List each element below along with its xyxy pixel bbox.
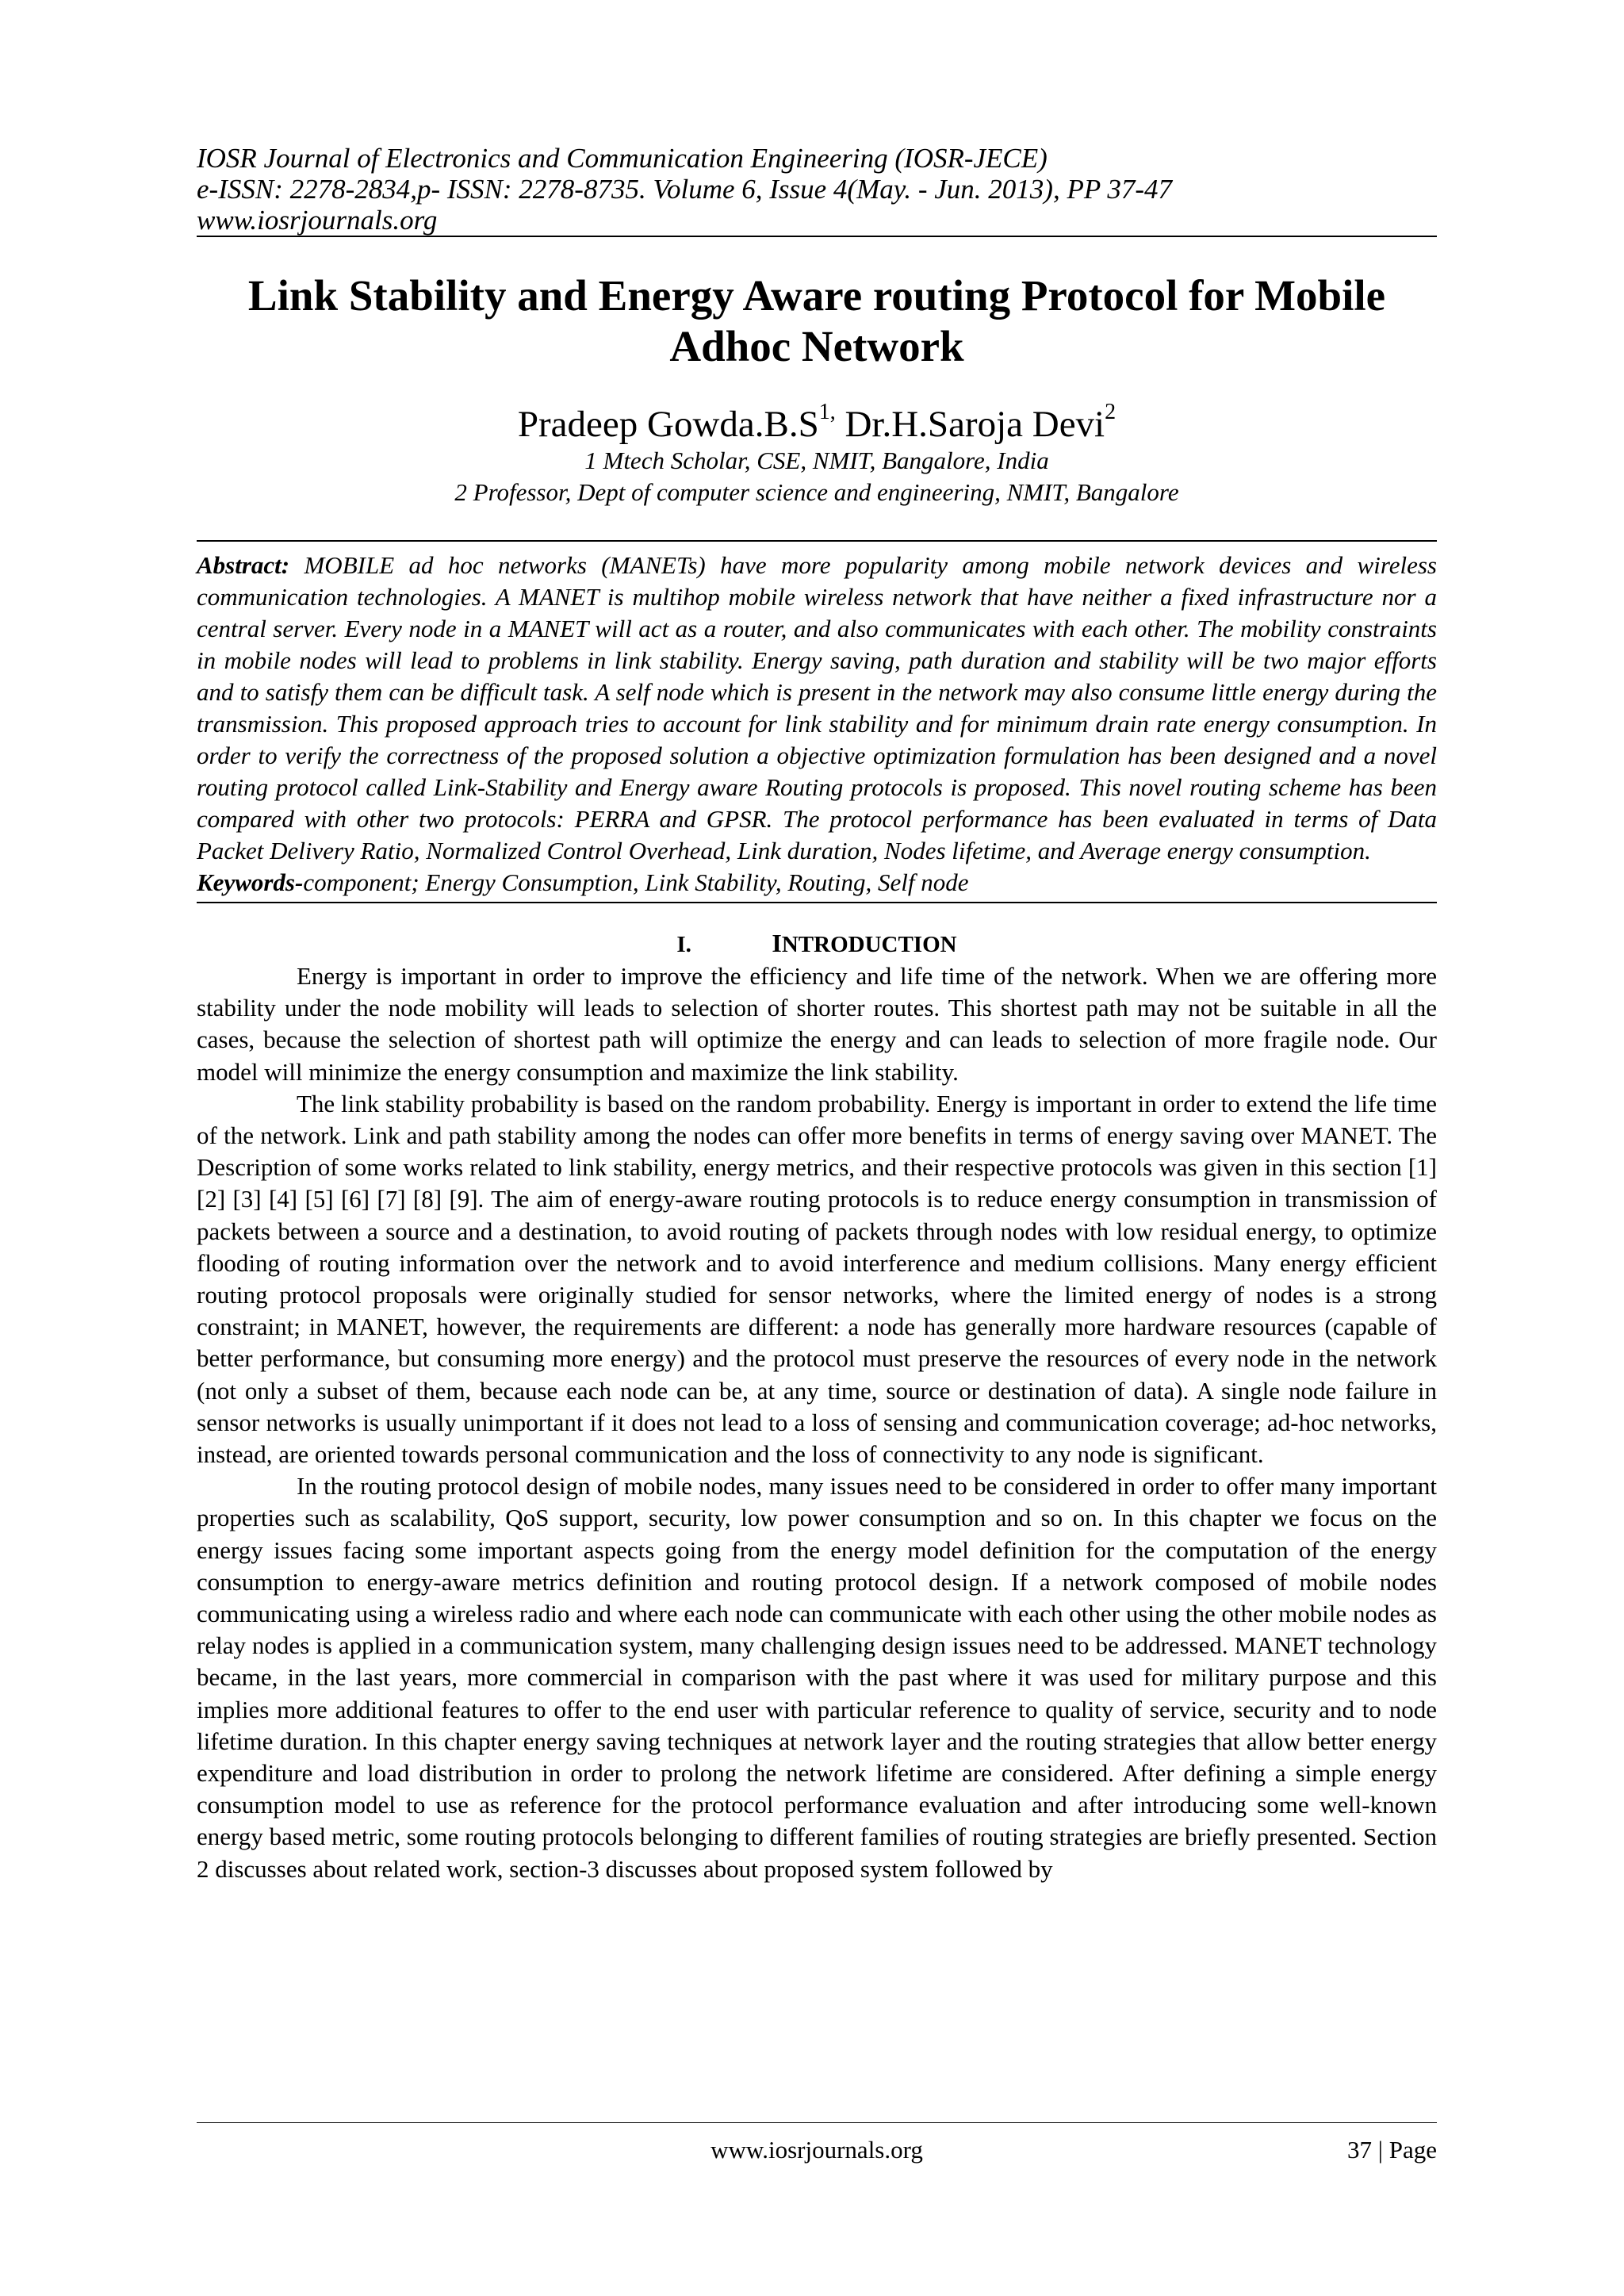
footer-rule (197, 2122, 1437, 2123)
author-1: Pradeep Gowda.B.S (517, 404, 819, 445)
section-title-initial: I (772, 929, 782, 957)
keywords-label: Keywords- (197, 868, 304, 896)
footer-page-number: 37 | Page (1347, 2136, 1437, 2164)
intro-paragraph-1: Energy is important in order to improve the efficiency and life time of the network. When we are offering more stability under the node mobility will leads to selection of shorter routes. This shortest path may not be suitable in all the cases, because the selection of shortest path will optimize the energy and can leads to selection of more fragile node. Our model will minimize the energy consumption and maximize the link stability. (197, 962, 1437, 1086)
page-footer (197, 2122, 1437, 2166)
section-heading-introduction (197, 927, 1437, 960)
abstract-text: MOBILE ad hoc networks (MANETs) have more popularity among mobile network devices and wireless communication technologies. A MANET is multihop mobile wireless network that have neither a fixed infrastructure nor a central server. Every node in a MANET will act as a router, and also communicates with each other. The mobility constraints in mobile nodes will lead to problems in link stability. Energy saving, path duration and stability will be two major efforts and to satisfy them can be difficult task. A self node which is present in the network may also consume little energy during the transmission. This proposed approach tries to account for link stability and for minimum drain rate energy consumption. In order to verify the correctness of the proposed solution a objective optimization formulation has been designed and a novel routing protocol called Link-Stability and Energy aware Routing protocols is proposed. This novel routing scheme has been compared with other two protocols: PERRA and GPSR. The protocol performance has been evaluated in terms of Data Packet Delivery Ratio, Normalized Control Overhead, Link duration, Nodes lifetime, and Average energy consumption. (197, 551, 1437, 864)
section-number: I. (676, 932, 691, 957)
section-title-rest: NTRODUCTION (781, 932, 957, 957)
author-2-mark: 2 (1105, 400, 1116, 424)
abstract-bottom-rule (197, 902, 1437, 903)
journal-header (197, 143, 1437, 236)
author-1-mark: 1, (818, 400, 836, 424)
author-2: Dr.H.Saroja Devi (845, 404, 1105, 445)
affiliation-1: 1 Mtech Scholar, CSE, NMIT, Bangalore, India (584, 447, 1049, 474)
journal-website: www.iosrjournals.org (197, 205, 438, 236)
keywords (197, 867, 1437, 902)
journal-name: IOSR Journal of Electronics and Communication Engineering (IOSR-JECE) (197, 143, 1048, 174)
abstract-label: Abstract: (197, 551, 290, 579)
keywords-text: component; Energy Consumption, Link Stability, Routing, Self node (303, 868, 969, 896)
journal-issn: e-ISSN: 2278-2834,p- ISSN: 2278-8735. Volume 6, Issue 4(May. - Jun. 2013), PP 37-47 (197, 174, 1172, 205)
header-rule (197, 236, 1437, 237)
intro-paragraph-2: The link stability probability is based on the random probability. Energy is important in order to extend the life time of the network. Link and path stability among the nodes can offer more benefits in terms of energy saving over MANET. The Description of some works related to link stability, energy metrics, and their respective protocols was given in this section [1] [2] [3] [4] [5] [6] [7] [8] [9]. The aim of energy-aware routing protocols is to reduce energy consumption in transmission of packets between a source and a destination, to avoid routing of packets through nodes with low residual energy, to optimize flooding of routing information over the network and to avoid interference and medium collisions. Many energy efficient routing protocol proposals were originally studied for sensor networks, where the limited energy of nodes is a strong constraint; in MANET, however, the requirements are different: a node has generally more hardware resources (capable of better performance, but consuming more energy) and the protocol must preserve the resources of every node in the network (not only a subset of them, because each node can be, at any time, source or destination of data). A single node failure in sensor networks is usually unimportant if it does not lead to a loss of sensing and communication coverage; ad-hoc networks, instead, are oriented towards personal communication and the loss of connectivity to any node is significant. (197, 1089, 1437, 1469)
page-content (197, 143, 1437, 1885)
paper-title: Link Stability and Energy Aware routing Protocol for Mobile Adhoc Network (247, 271, 1386, 370)
abstract (197, 542, 1437, 867)
author-line (197, 400, 1437, 445)
intro-paragraph-3: In the routing protocol design of mobile nodes, many issues need to be considered in order to offer many important properties such as scalability, QoS support, security, low power consumption and so on. In this chapter we focus on the energy issues facing some important aspects going from the energy model definition for the computation of the energy consumption to energy-aware metrics definition and routing protocol design. If a network composed of mobile nodes communicating using a wireless radio and where each node can communicate with each other using the other mobile nodes as relay nodes is applied in a communication system, many challenging design issues need to be addressed. MANET technology became, in the last years, more commercial in comparison with the past where it was used for military purpose and this implies more additional features to offer to the end user with particular reference to quality of service, security and to node lifetime duration. In this chapter energy saving techniques at network layer and the routing strategies that allow better energy expenditure and load distribution in order to prolong the network lifetime are considered. After defining a simple energy consumption model to use as reference for the protocol performance evaluation and after introducing some well-known energy based metric, some routing protocols belonging to different families of routing strategies are briefly presented. Section 2 discusses about related work, section-3 discusses about proposed system followed by (197, 1472, 1437, 1883)
footer-website: www.iosrjournals.org (710, 2136, 923, 2164)
affiliation-2: 2 Professor, Dept of computer science and engineering, NMIT, Bangalore (454, 478, 1179, 506)
